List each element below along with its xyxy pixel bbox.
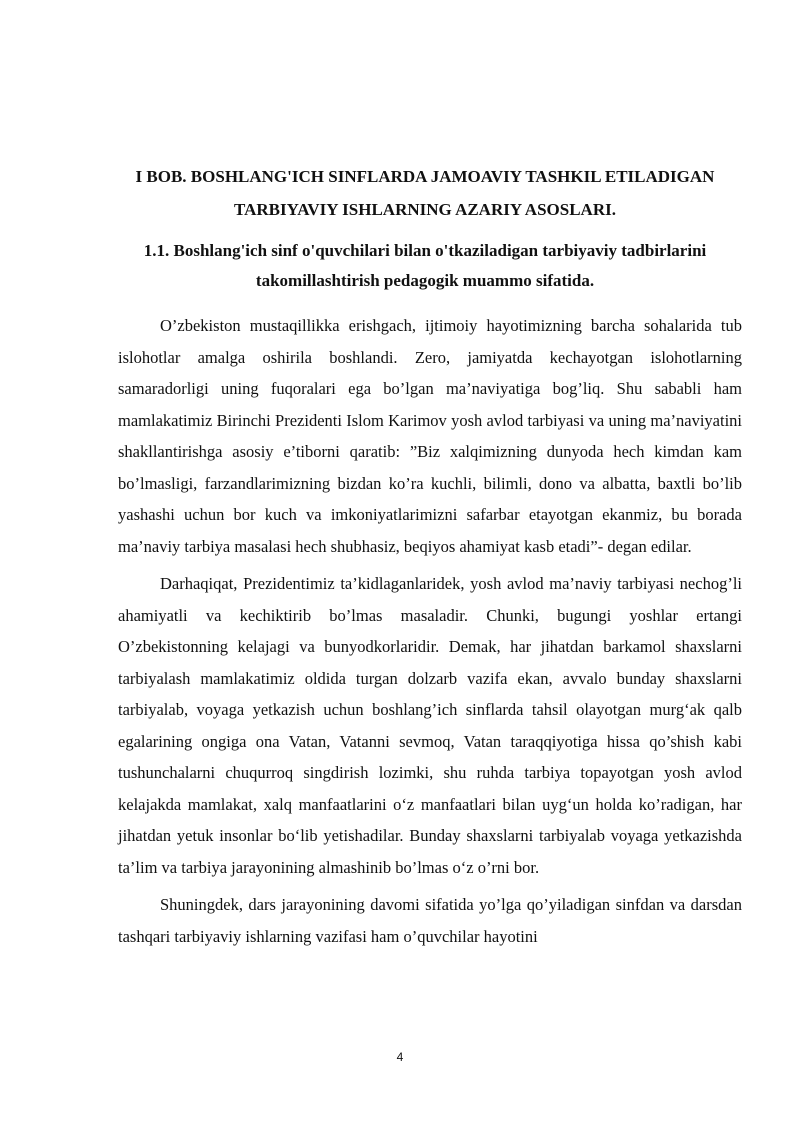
paragraph: Darhaqiqat, Prezidentimiz ta’kidlaganlaridek, yosh avlod ma’naviy tarbiyasi nechog’li ahamiyatli va kechiktirib bo’lmas masaladir. Chunki, bugungi yoshlar ertangi O’zbekistonning kelajagi va bunyodkorlaridir. Demak, har jihatdan barkamol shaxslarni tarbiyalash mamlakatimiz oldida turgan dolzarb vazifa ekan, avvalo bunday shaxslarni tarbiyalab, voyaga yetkazish uchun boshlang’ich sinflarda tahsil olayotgan murg‘ak qalb egalarining ongiga ona Vatan, Vatanni sevmoq, Vatan taraqqiyotiga hissa qo’shish kabi tushunchalarni chuqurroq singdirish lozimki, shu ruhda tarbiya topayotgan yosh avlod kelajakda mamlakat, xalq manfaatlarini o‘z manfaatlari bilan uyg‘un holda ko’radigan, har jihatdan yetuk insonlar bo‘lib yetishadilar. Bunday shaxslarni tarbiyalab voyaga yetkazishda ta’lim va tarbiya jarayonining almashinib bo’lmas o‘z o’rni bor. — [118, 574, 742, 877]
paragraph: O’zbekiston mustaqillikka erishgach, ijtimoiy hayotimizning barcha sohalarida tub islohotlar amalga oshirila boshlandi. Zero, jamiyatda kechayotgan islohotlarning samaradorligi uning fuqoralari ega bo’lgan ma’naviyatiga bog’liq. Shu sababli ham mamlakatimiz Birinchi Prezidenti Islom Karimov yosh avlod tarbiyasi va uning ma’naviyatini shakllantirishga asosiy e’tiborni qaratib: ”Biz xalqimizning dunyoda hech kimdan kam bo’lmasligi, farzandlarimizning bizdan ko’ra kuchli, bilimli, dono va albatta, baxtli bo’lib yashashi uchun bor kuch va imkoniyatlarimizni safarbar etayotgan ekanmiz, bu borada ma’naviy tarbiya masalasi hech shubhasiz, beqiyos ahamiyat kasb etadi”- degan edilar. — [118, 316, 742, 556]
paragraph: Shuningdek, dars jarayonining davomi sifatida yo’lga qo’yiladigan sinfdan va darsdan tashqari tarbiyaviy ishlarning vazifasi ham o’quvchilar hayotini — [118, 895, 742, 946]
page-number: 4 — [396, 1050, 404, 1064]
chapter-title: I BOB. BOSHLANG'ICH SINFLARDA JAMOAVIY TASHKIL ETILADIGAN TARBIYAVIY ISHLARNING AZARIY ASOSLARI. — [135, 167, 715, 219]
section-title: 1.1. Boshlang'ich sinf o'quvchilari bilan o'tkaziladigan tarbiyaviy tadbirlarini takomillashtirish pedagogik muammo sifatida. — [143, 241, 707, 290]
body-text — [118, 310, 742, 958]
